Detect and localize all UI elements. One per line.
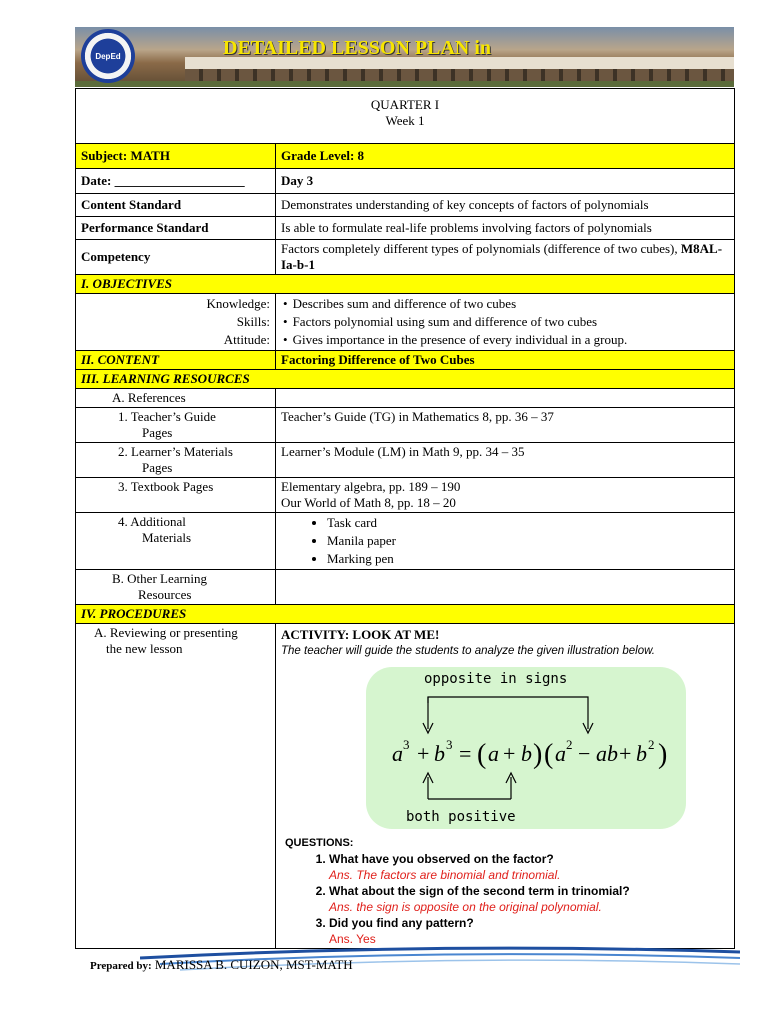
svg-text:b: b	[434, 741, 445, 766]
footer-prepared-by	[90, 957, 353, 973]
references-label: A. References	[76, 389, 276, 408]
svg-text:a: a	[392, 741, 403, 766]
procedure-step-label: A. Reviewing or presenting	[94, 625, 238, 640]
competency-label: Competency	[76, 240, 276, 275]
grade-level: Grade Level: 8	[276, 144, 735, 169]
answer-text: Ans. Yes	[329, 932, 376, 946]
svg-text:(: (	[477, 739, 487, 770]
svg-text:a: a	[555, 741, 566, 766]
svg-text:(: (	[544, 739, 554, 770]
skills-label: Skills:	[236, 314, 270, 329]
procedure-step-row	[76, 624, 735, 949]
attitude-objective: • Gives importance in the presence of every individual in a group.	[283, 331, 729, 349]
svg-text:−: −	[578, 741, 591, 766]
date-row	[76, 169, 735, 194]
additional-materials-label: 4. Additional	[118, 514, 186, 529]
other-resources-label: B. Other Learning	[112, 571, 207, 586]
learners-materials-value: Learner’s Module (LM) in Math 9, pp. 34 – 35	[276, 443, 735, 478]
svg-text:): )	[658, 739, 668, 770]
opposite-signs-label: opposite in signs	[424, 671, 568, 687]
textbook-value-1: Elementary algebra, pp. 189 – 190	[281, 479, 461, 494]
activity-title: ACTIVITY: LOOK AT ME!	[281, 627, 440, 642]
list-item: • Manila paper	[327, 532, 729, 550]
materials-list	[281, 514, 729, 568]
content-standard-value: Demonstrates understanding of key concepts of factors of polynomials	[276, 194, 735, 217]
performance-standard-row	[76, 217, 735, 240]
content-row	[76, 351, 735, 370]
question-text: What about the sign of the second term in trinomial?	[329, 884, 630, 898]
svg-text:3: 3	[403, 737, 410, 752]
content-standard-label: Content Standard	[76, 194, 276, 217]
learners-materials-row	[76, 443, 735, 478]
svg-text:+: +	[417, 741, 430, 766]
question-text: What have you observed on the factor?	[329, 852, 554, 866]
week-label: Week 1	[385, 113, 425, 128]
svg-text:2: 2	[566, 737, 573, 752]
additional-materials-row	[76, 513, 735, 570]
content-heading: II. CONTENT	[76, 351, 276, 370]
learners-materials-label: 2. Learner’s Materials	[118, 444, 233, 459]
textbook-label: 3. Textbook Pages	[76, 478, 276, 513]
svg-text:=: =	[459, 741, 472, 766]
attitude-label: Attitude:	[223, 332, 270, 347]
question-text: Did you find any pattern?	[329, 916, 474, 930]
textbook-value-2: Our World of Math 8, pp. 18 – 20	[281, 495, 456, 510]
list-item: • Task card	[327, 514, 729, 532]
activity-instruction: The teacher will guide the students to analyze the given illustration below.	[281, 645, 655, 657]
quarter-title: QUARTER I	[370, 97, 440, 112]
formula-diagram	[366, 667, 686, 829]
cube-sum-illustration	[366, 667, 686, 829]
quarter-row	[76, 89, 735, 144]
answer-text: Ans. the sign is opposite on the original polynomial.	[329, 900, 602, 914]
content-standard-row	[76, 194, 735, 217]
prepared-by-label: Prepared by:	[90, 960, 152, 972]
deped-seal-icon: DepEd	[81, 29, 135, 83]
content-value: Factoring Difference of Two Cubes	[276, 351, 735, 370]
lawn	[75, 81, 734, 87]
svg-text:+: +	[503, 741, 516, 766]
other-resources-label-2: Resources	[138, 587, 192, 602]
competency-row	[76, 240, 735, 275]
svg-text:): )	[533, 739, 543, 770]
subject-label: Subject: MATH	[76, 144, 276, 169]
objectives-row	[76, 294, 735, 351]
preparer-name: MARISSA B. CUIZON, MST-MATH	[154, 957, 353, 972]
svg-text:2: 2	[648, 737, 655, 752]
resources-heading: III. LEARNING RESOURCES	[76, 370, 735, 389]
teachers-guide-value: Teacher’s Guide (TG) in Mathematics 8, pp. 36 – 37	[276, 408, 735, 443]
list-item: • Marking pen	[327, 550, 729, 568]
teachers-guide-row	[76, 408, 735, 443]
procedures-heading: IV. PROCEDURES	[76, 605, 735, 624]
knowledge-label: Knowledge:	[206, 296, 270, 311]
day-label: Day 3	[276, 169, 735, 194]
other-resources-row	[76, 570, 735, 605]
teachers-guide-label-pages: Pages	[142, 425, 173, 440]
procedures-heading-row	[76, 605, 735, 624]
list-item	[329, 915, 729, 947]
subject-row	[76, 144, 735, 169]
performance-standard-label: Performance Standard	[76, 217, 276, 240]
questions-block	[281, 835, 729, 947]
list-item	[329, 883, 729, 915]
references-row	[76, 389, 735, 408]
both-positive-label: both positive	[406, 809, 516, 825]
questions-heading: QUESTIONS:	[285, 837, 354, 849]
additional-materials-label-2: Materials	[142, 530, 192, 545]
svg-text:ab: ab	[596, 741, 618, 766]
teachers-guide-label: 1. Teacher’s Guide	[118, 409, 216, 424]
svg-text:3: 3	[446, 737, 453, 752]
competency-value: Factors completely different types of polynomials (difference of two cubes),	[281, 241, 678, 256]
svg-text:b: b	[636, 741, 647, 766]
procedure-step-label-2: the new lesson	[106, 641, 183, 656]
lesson-plan-table	[75, 88, 735, 949]
textbook-row	[76, 478, 735, 513]
learners-materials-label-pages: Pages	[142, 460, 173, 475]
skills-objective: • Factors polynomial using sum and difference of two cubes	[283, 313, 729, 331]
performance-standard-value: Is able to formulate real-life problems involving factors of polynomials	[276, 217, 735, 240]
knowledge-objective: • Describes sum and difference of two cubes	[283, 295, 729, 313]
svg-text:a: a	[488, 741, 499, 766]
header-banner	[75, 27, 734, 87]
objectives-heading-row	[76, 275, 735, 294]
answer-text: Ans. The factors are binomial and trinomial.	[329, 868, 561, 882]
objectives-heading: I. OBJECTIVES	[76, 275, 735, 294]
competency-code: M8AL-Ia-b-1	[281, 241, 723, 272]
resources-heading-row	[76, 370, 735, 389]
svg-text:b: b	[521, 741, 532, 766]
svg-text:+: +	[619, 741, 632, 766]
banner-title: DETAILED LESSON PLAN in	[223, 37, 492, 59]
list-item	[329, 851, 729, 883]
date-label: Date: ____________________	[76, 169, 276, 194]
